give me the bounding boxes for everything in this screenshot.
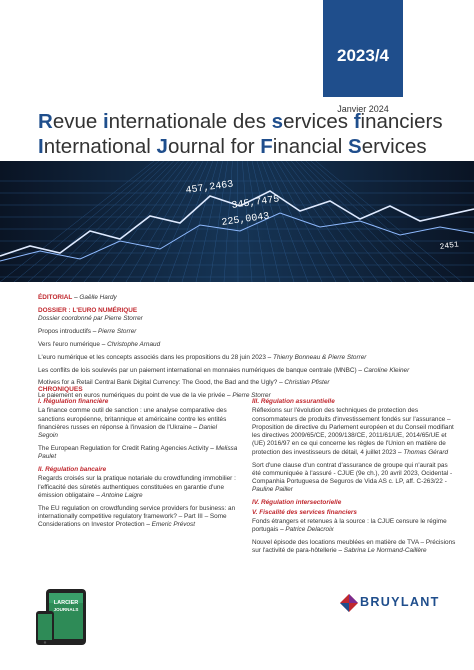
title-fragment: nternational (43, 135, 157, 158)
article-entry (252, 462, 458, 495)
article-entry (38, 505, 238, 530)
title-initial: J (156, 135, 168, 158)
article-title: Fonds étrangers et retenues à la source : la CJUE censure le régime portugais (252, 517, 447, 534)
tablet-line-2: JOURNALS (53, 607, 79, 612)
chroniques-heading: CHRONIQUES (38, 386, 83, 393)
journal-title-fr (38, 109, 443, 134)
article-entry (252, 518, 458, 535)
article-title: Réflexions sur l'évolution des techniques de protection des consommateurs de produits d'investissement fondés sur l'assurance – Proposition de directive du Parlement européen et du Conseil modifiant les directives 2009/65/CE, 2009/138/CE, 2011/61/UE, 2014/65/UE et (UE) 2016/97 en ce qui concerne les règles de l'Union en matière de protection des investisseurs de détail, 4 juillet 2023 (252, 407, 454, 456)
issue-badge (323, 0, 403, 97)
toc-entry-title: Propos introductifs (38, 328, 91, 336)
article-title: La finance comme outil de sanction : une analyse comparative des sanctions européenne, britannique et américaine contre les entités financières russes en réponse à l'invasion de l'Ukraine (38, 407, 227, 431)
article-title: Regards croisés sur la pratique notariale du crowdfunding immobilier : l'efficacité des sûretés authentiques constituées en garantie d'une émission obligataire (38, 475, 236, 499)
section-heading: III. Régulation assurantielle (252, 398, 335, 405)
title-fragment: nternationale des (108, 110, 272, 133)
toc-entry (38, 379, 458, 388)
toc-entry-author: – Pierre Storrer (90, 328, 137, 336)
section-heading: IV. Régulation intersectorielle (252, 499, 342, 507)
article-author: - Pauline Pailler (252, 478, 447, 494)
article-entry (252, 407, 458, 457)
title-fragment: evue (52, 110, 103, 133)
publisher-name: BRUYLANT (360, 595, 440, 609)
toc-entry-title: Vers l'euro numérique (38, 340, 100, 348)
article-title: Sort d'une clause d'un contrat d'assurance de groupe qui n'aurait pas été communiquée à l'assuré - CJUE (9e ch.), 20 avril 2023, Ocidental - Companhia Portuguesa de Seguros de Vida AS c. LP, aff. C-263/22 (252, 461, 453, 486)
table-of-contents (38, 294, 458, 405)
article-author: – Patrice Delacroix (278, 526, 334, 534)
article-author: – Daniel Segoin (38, 423, 218, 440)
toc-entry-author: – Thierry Bonneau & Pierre Storrer (265, 353, 367, 361)
banner-value-1: 457,2463 (185, 179, 235, 197)
article-entry (38, 407, 238, 440)
article-entry (38, 475, 238, 500)
toc-entry-title: Les conflits de lois soulevés par un paiement international en monnaies numériques de banque centrale (MNBC) (38, 366, 357, 374)
banner-value-4: 2451 (439, 240, 460, 252)
journal-title-en (38, 134, 427, 159)
toc-entry (38, 341, 458, 350)
toc-entry (38, 354, 458, 363)
chroniques-right-column (252, 398, 458, 560)
title-initial: R (38, 110, 53, 133)
article-title: The European Regulation for Credit Rating Agencies Activity (38, 444, 209, 452)
toc-entry-title: Le paiement en euros numériques du point de vue de la vie privée (38, 392, 226, 400)
toc-entry-author: – Christian Pfister (277, 379, 330, 387)
title-fragment: ervices (361, 135, 427, 158)
article-title: Nouvel épisode des locations meublées en matière de TVA – Précisions sur l'activité de para-hôtellerie (252, 538, 456, 555)
title-fragment: inancial (272, 135, 349, 158)
title-initial: I (38, 135, 44, 158)
article-author: – Antoine Laigre (94, 491, 143, 499)
tablet-line-1: LARCIER (53, 600, 79, 606)
dossier-articles (38, 328, 458, 401)
banner-value-3: 225,0043 (221, 211, 271, 229)
article-entry (252, 539, 458, 556)
title-fragment: ournal for (167, 135, 261, 158)
issue-date: Janvier 2024 (337, 104, 389, 114)
toc-entry-title: Motives for a Retail Central Bank Digital Currency: The Good, the Bad and the Ugly? (38, 379, 278, 387)
title-initial: i (102, 110, 109, 133)
title-fragment: ervices (283, 110, 354, 133)
chroniques-left-column (38, 398, 238, 534)
title-initial: S (348, 135, 362, 158)
dossier-entry: DOSSIER : L'EURO NUMÉRIQUE Dossier coordonné par Pierre Storrer (38, 306, 143, 323)
toc-entry (38, 328, 458, 337)
bruylant-logo-mark-icon (339, 593, 359, 613)
banner-value-2: 345,7475 (231, 194, 281, 212)
article-entry (38, 445, 238, 462)
article-author: – Emeric Prévost (144, 521, 196, 529)
toc-entry-title: L'euro numérique et les concepts associés dans les propositions du 28 juin 2023 (38, 353, 266, 361)
toc-entry-author: – Christophe Arnaud (99, 340, 161, 348)
editorial-entry: ÉDITORIAL – Gaëlle Hardy (38, 294, 117, 301)
title-fragment: inanciers (360, 110, 443, 133)
section-heading: I. Régulation financière (38, 398, 109, 405)
issue-number: 2023/4 (337, 46, 389, 65)
title-initial: F (260, 135, 273, 158)
section-heading: V. Fiscalité des services financiers (252, 508, 357, 516)
toc-entry (38, 367, 458, 376)
article-author: – Thomas Gérard (396, 448, 449, 456)
toc-entry-author: – Pierre Storrer (225, 392, 271, 400)
title-initial: s (271, 110, 284, 133)
article-author: – Melissa Paulet (38, 444, 238, 461)
title-initial: f (353, 110, 361, 133)
cover-banner-image (0, 161, 474, 282)
toc-entry-author: – Caroline Kleiner (356, 366, 410, 374)
larcier-journals-tablet-icon (36, 589, 88, 647)
article-author: – Sabrina Le Normand-Caillère (336, 547, 427, 555)
section-heading: II. Régulation bancaire (38, 466, 107, 474)
article-title: The EU regulation on crowdfunding service providers for business: an internationally competitive regulatory framework? – Part III – Some Considerations on Investor Protection (38, 504, 236, 529)
